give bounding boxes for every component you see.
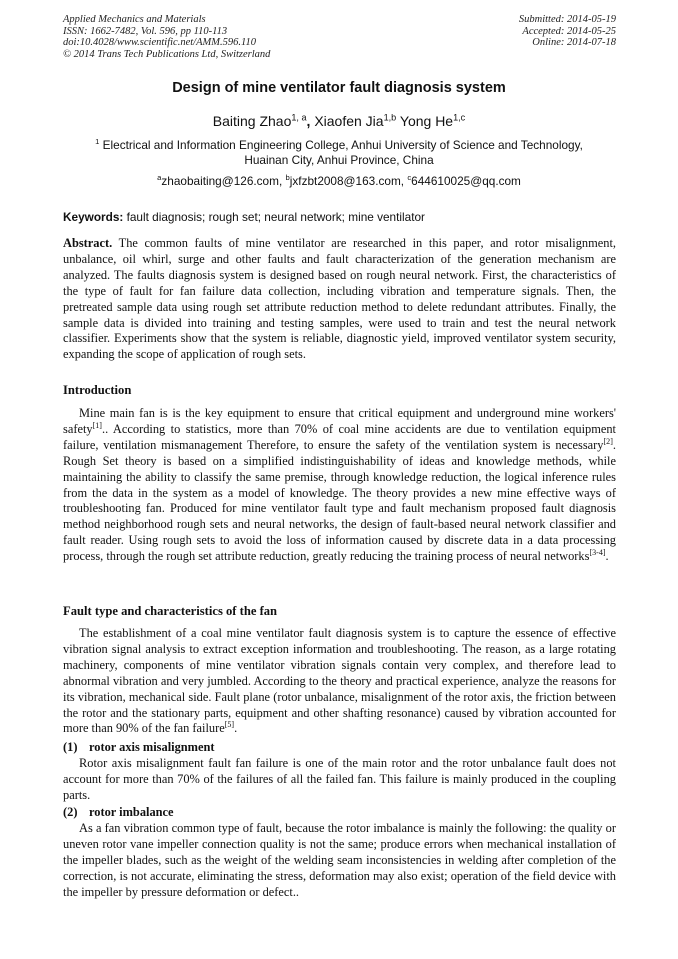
accepted-date: Accepted: 2014-05-25 <box>522 25 616 37</box>
journal-name: Applied Mechanics and Materials <box>63 14 206 25</box>
publication-dates <box>519 14 616 49</box>
citation[interactable]: [1] <box>92 420 102 430</box>
affiliation-line1: Electrical and Information Engineering College, Anhui University of Science and Technology, <box>102 138 583 152</box>
subsection-body <box>63 821 616 901</box>
affiliation <box>0 138 678 168</box>
subsection-heading <box>63 740 215 755</box>
journal-info <box>63 14 270 60</box>
fault-text: The establishment of a coal mine ventilator fault diagnosis system is to capture the essence of effective vibration signal analysis to extract exception information and troubleshooting. The reason, as a large rotating machinery, components of mine ventilator vibration signals contain very complex, and therefore lead to abnormal vibration and very jumbled. According to the theory and practical experience, analyze the reasons for its vibration, mechanical side. Fault plane (rotor unbalance, misalignment of the rotor axis, the friction between the rotor and the stationary parts, equipment and other shafting resonance) caused by vibration accounted for more than 90% of the fan failure <box>63 626 616 736</box>
keywords-label: Keywords: <box>63 210 124 224</box>
email-address[interactable]: zhaobaiting@126.com <box>161 174 279 188</box>
abstract <box>63 236 616 363</box>
author-name: Yong He <box>399 113 454 129</box>
author-sep: , <box>306 113 315 129</box>
citation[interactable]: [5] <box>224 720 235 730</box>
fault-text: . <box>234 721 238 736</box>
paper-title: Design of mine ventilator fault diagnosis system <box>172 80 506 96</box>
subsection-body <box>63 756 616 804</box>
email-sup: a <box>157 173 162 183</box>
abstract-text: The common faults of mine ventilator are researched in this paper, and rotor misalignment, unbalance, oil whirl, surge and other faults and fault characterization of the generation mechanism are analyzed. The faults diagnosis system is designed based on rough neural network. First, the characteristics of the type of fault for fan failure data collection, including vibration and temperature signals. Then, the pretreated sample data using rough set attribute reduction method to delete redundant attributes. Finally, the sample data is divided into training and testing samples, were used to train and test the neural network classifier. Experiments show that the system is reliable, diagnostic yield, improved ventilator system security, expanding the scope of application of rough sets. <box>63 236 616 362</box>
introduction-body <box>63 406 616 565</box>
intro-text: . <box>605 549 609 564</box>
author-name: Xiaofen Jia <box>314 113 384 129</box>
introduction-heading: Introduction <box>63 383 132 397</box>
email-sep: , <box>400 174 408 188</box>
copyright: © 2014 Trans Tech Publications Ltd, Switzerland <box>63 48 271 60</box>
author-list <box>0 113 678 129</box>
fault-section-body <box>63 626 616 737</box>
intro-text: . Rough Set theory is based on a simplified indistinguishability of ideas and knowledge methods, while maintaining the ability to classify the same premise, through knowledge reduction, the logical inference rules from the data in the system as a model of knowledge. The theory provides a new mine effective ways of troubleshooting fan. Produced for mine ventilator fault type and fault mechanism proposed fault diagnosis method neighborhood rough sets and neural networks, the design of fault-based neural network classifier and fault reader. Using rough sets to avoid the loss of information caused by discrete data in a data processing process, through the rough set attribute reduction, greatly reducing the training process of neural networks <box>63 437 616 564</box>
author-sup: 1,c <box>453 112 466 123</box>
email-sup: b <box>285 173 290 183</box>
affiliation-line2: Huainan City, Anhui Province, China <box>244 153 434 167</box>
intro-text: .. According to statistics, more than 70% of coal mine accidents are due to ventilation equipment failure, ventilation mismanagement Therefore, to ensure the safety of the ventilation system is necessary <box>63 421 616 452</box>
subsection-title: rotor imbalance <box>89 805 174 819</box>
submitted-date: Submitted: 2014-05-19 <box>518 14 616 25</box>
email-sep: , <box>278 174 286 188</box>
keywords <box>63 210 616 224</box>
issn: ISSN: 1662-7482, Vol. 596, pp 110-113 <box>63 25 228 37</box>
email-list <box>0 174 678 188</box>
email-address[interactable]: jxfzbt2008@163.com <box>289 174 401 188</box>
subsection-text: Rotor axis misalignment fault fan failure is one of the main rotor and the rotor unbalance fault does not account for more than 70% of the failures of all the failed fan. This failure is mainly produced in the coupling parts. <box>63 756 616 802</box>
abstract-label: Abstract. <box>63 236 113 250</box>
subsection-number: (2) <box>63 805 78 819</box>
email-address[interactable]: 644610025@qq.com <box>411 174 521 188</box>
online-date: Online: 2014-07-18 <box>532 37 616 48</box>
fault-section-heading: Fault type and characteristics of the fan <box>63 604 278 618</box>
doi: doi:10.4028/www.scientific.net/AMM.596.110 <box>63 37 256 48</box>
author-sup: 1, a <box>291 112 307 123</box>
citation[interactable]: [2] <box>603 436 613 446</box>
author-sup: 1,b <box>383 112 397 123</box>
subsection-title: rotor axis misalignment <box>89 740 215 754</box>
email-sup: c <box>407 173 412 183</box>
subsection-number: (1) <box>63 740 78 754</box>
citation[interactable]: [3-4] <box>589 548 606 558</box>
affiliation-sup: 1 <box>95 137 100 147</box>
subsection-heading <box>63 805 174 820</box>
intro-text: Mine main fan is is the key equipment to ensure that critical equipment and underground mine workers' safety <box>63 406 616 436</box>
author-name: Baiting Zhao <box>212 113 292 129</box>
subsection-text: As a fan vibration common type of fault, because the rotor imbalance is mainly the following: the quality or uneven rotor vane impeller connection quality is not the same; produce errors when mechanical installation of the impeller blades, such as the weight of the welding seam inconsistencies in welding after completion of the correction, is not accurate, eliminating the stress, deformation may also exist; operation of the field device with the impeller by pressure deformation or defect.. <box>63 821 616 899</box>
keywords-text: fault diagnosis; rough set; neural network; mine ventilator <box>126 210 425 224</box>
